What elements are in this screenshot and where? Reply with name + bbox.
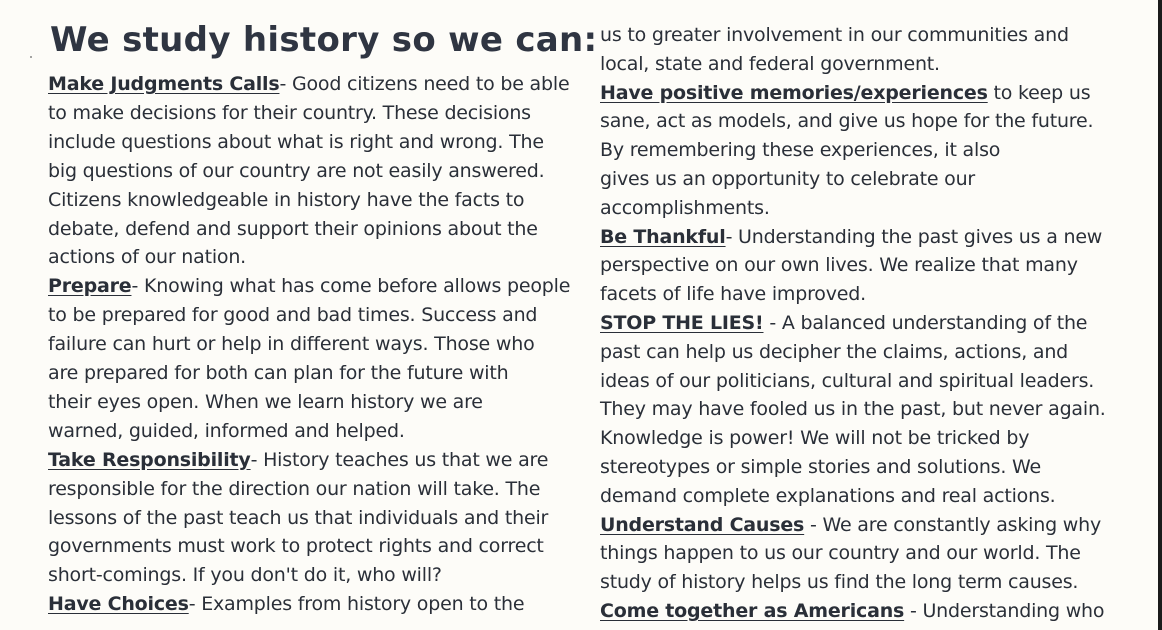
- body-line: [600, 396, 1106, 422]
- line-text: are prepared for both can plan for the future with: [48, 362, 509, 384]
- body-line: [48, 505, 548, 531]
- line-text: stereotypes or simple stories and solutions. We: [600, 456, 1042, 478]
- line-text: By remembering these experiences, it also: [600, 139, 1001, 162]
- line-text: study of history helps us find the long term causes.: [600, 571, 1079, 594]
- body-line: [600, 281, 866, 307]
- line-text: warned, guided, informed and helped.: [48, 419, 405, 442]
- body-line: [48, 187, 524, 213]
- section-line: [600, 598, 1104, 624]
- paper-speck: [30, 56, 32, 58]
- body-line: [48, 562, 442, 588]
- line-text: They may have fooled us in the past, but never again.: [600, 398, 1106, 421]
- body-line: [48, 244, 246, 270]
- line-text: - A balanced understanding of the: [763, 312, 1088, 334]
- section-heading: Be Thankful: [600, 225, 726, 248]
- body-line: [600, 483, 1055, 509]
- section-heading: Make Judgments Calls: [48, 73, 280, 95]
- body-line: [600, 195, 770, 221]
- line-text: ideas of our politicians, cultural and spiritual leaders.: [600, 369, 1095, 392]
- body-line: [600, 108, 1093, 134]
- line-text: - We are constantly asking why: [804, 513, 1102, 536]
- line-text: lessons of the past teach us that individuals and their: [48, 506, 549, 529]
- body-line: [48, 389, 483, 415]
- body-line: [48, 418, 405, 444]
- section-line: [600, 224, 1102, 250]
- section-line: [600, 512, 1101, 538]
- body-line: [48, 100, 531, 126]
- section-heading: Have positive memories/experiences: [600, 81, 988, 104]
- line-text: Knowledge is power! We will not be tricked by: [600, 427, 1030, 450]
- section-heading: Take Responsibility: [48, 448, 251, 471]
- section-heading: STOP THE LIES!: [600, 312, 764, 334]
- line-text: responsible for the direction our nation will take. The: [48, 477, 541, 500]
- body-line: [600, 166, 975, 192]
- page-title: We study history so we can:: [50, 20, 598, 60]
- body-line: [600, 569, 1078, 595]
- body-line: [48, 129, 544, 155]
- body-line: [48, 476, 540, 502]
- line-text: us to greater involvement in our communities and: [600, 24, 1069, 46]
- line-text: Citizens knowledgeable in history have the facts to: [48, 188, 525, 211]
- line-text: - Good citizens need to be able: [279, 73, 570, 95]
- line-text: - History teaches us that we are: [250, 448, 549, 471]
- line-text: local, state and federal government.: [600, 52, 940, 75]
- body-line: [48, 360, 508, 386]
- line-text: perspective on our own lives. We realize that many: [600, 254, 1078, 277]
- line-text: gives us an opportunity to celebrate our: [600, 168, 976, 190]
- body-line: [600, 425, 1029, 451]
- line-text: to keep us: [987, 81, 1091, 104]
- line-text: facets of life have improved.: [600, 283, 866, 306]
- body-line: [600, 22, 1069, 48]
- section-line: [48, 447, 548, 473]
- line-text: - Understanding who: [904, 600, 1105, 622]
- line-text: failure can hurt or help in different ways. Those who: [48, 333, 535, 356]
- body-line: [600, 137, 1000, 163]
- body-line: [600, 368, 1094, 394]
- line-text: sane, act as models, and give us hope for the future.: [600, 110, 1094, 133]
- body-line: [48, 302, 537, 328]
- section-line: [600, 80, 1090, 106]
- body-line: [48, 158, 544, 184]
- body-line: [48, 533, 544, 559]
- line-text: actions of our nation.: [48, 246, 247, 269]
- line-text: short-comings. If you don't do it, who will?: [48, 564, 442, 587]
- line-text: - Examples from history open to the: [188, 593, 525, 616]
- line-text: their eyes open. When we learn history we are: [48, 390, 483, 413]
- line-text: accomplishments.: [600, 196, 770, 219]
- section-heading: Have Choices: [48, 593, 189, 616]
- body-line: [600, 540, 1081, 566]
- section-line: [48, 591, 524, 617]
- line-text: governments must work to protect rights and correct: [48, 535, 544, 558]
- section-line: [48, 71, 569, 97]
- line-text: things happen to us our country and our world. The: [600, 542, 1081, 565]
- line-text: debate, defend and support their opinions about the: [48, 217, 538, 240]
- body-line: [48, 216, 538, 242]
- line-text: past can help us decipher the claims, actions, and: [600, 340, 1069, 363]
- line-text: to make decisions for their country. These decisions: [48, 101, 531, 124]
- section-heading: Prepare: [48, 275, 132, 298]
- line-text: demand complete explanations and real actions.: [600, 484, 1056, 507]
- line-text: big questions of our country are not easily answered.: [48, 159, 545, 182]
- line-text: include questions about what is right and wrong. The: [48, 130, 544, 153]
- section-line: [48, 273, 570, 299]
- body-line: [48, 331, 535, 357]
- body-line: [600, 252, 1078, 278]
- body-line: [600, 339, 1068, 365]
- line-text: - Understanding the past gives us a new: [725, 225, 1103, 248]
- section-line: [600, 310, 1087, 336]
- section-heading: Come together as Americans: [600, 600, 905, 622]
- line-text: - Knowing what has come before allows people: [131, 275, 571, 298]
- section-heading: Understand Causes: [600, 513, 805, 536]
- line-text: to be prepared for good and bad times. Success and: [48, 304, 538, 327]
- scan-edge: [1158, 0, 1162, 630]
- body-line: [600, 51, 940, 77]
- body-line: [600, 454, 1041, 480]
